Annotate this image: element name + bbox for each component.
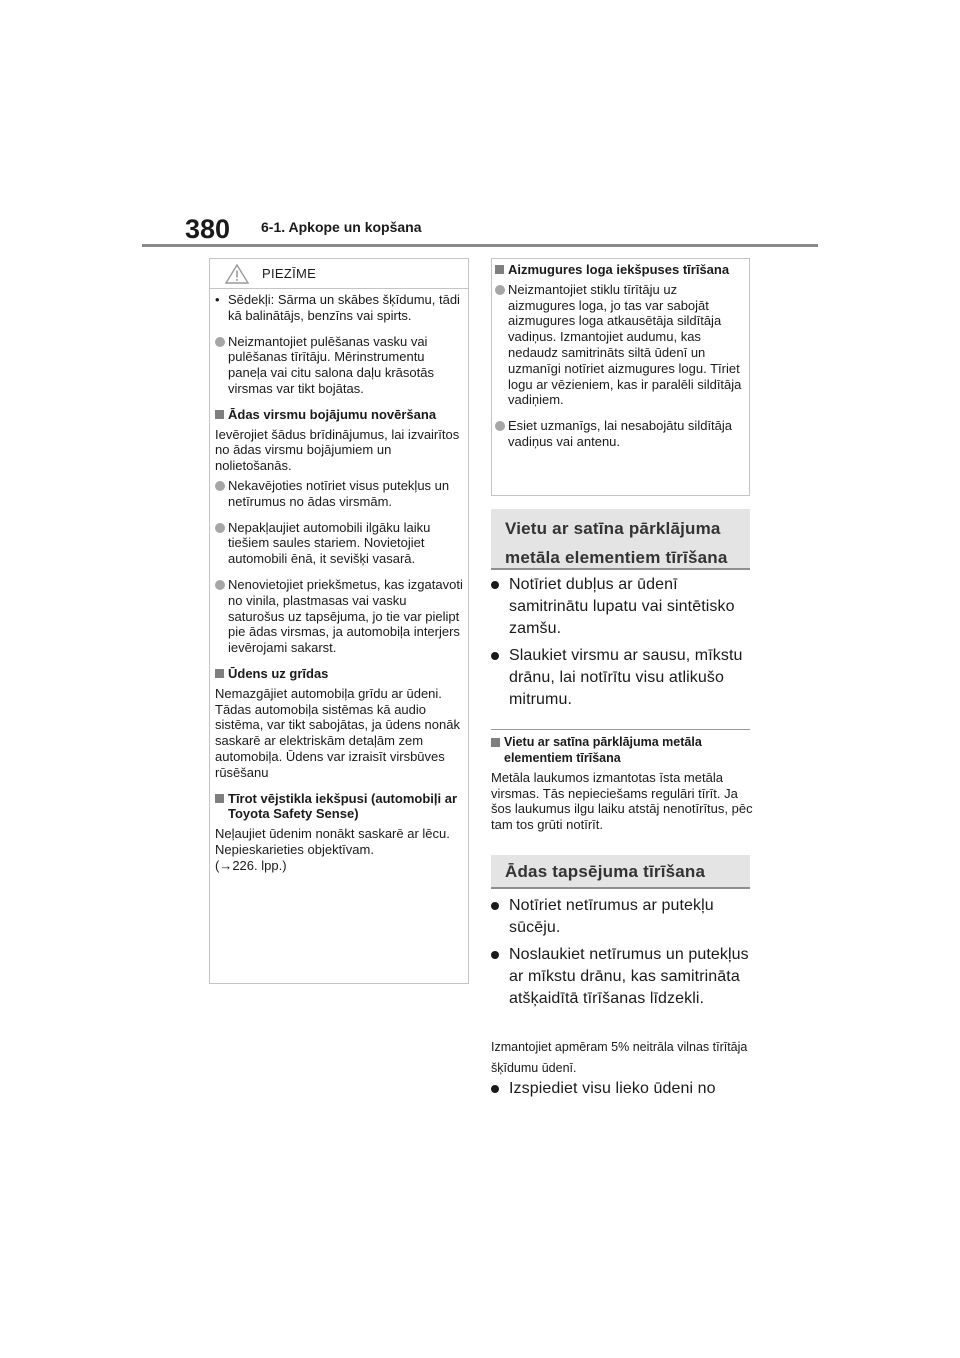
dot-bullet-icon: [491, 1085, 499, 1093]
list-item-text: Neizmantojiet pulēšanas vasku vai pulēšanas tīrītāju. Mērinstrumentu paneļa vai citu salona daļu krāsotās virsmas var tikt bojātas.: [228, 333, 434, 396]
circle-bullet-icon: [215, 481, 225, 491]
leather-cleaning-steps-continued: [491, 1078, 753, 1105]
windshield-text-1: Neļaujiet ūdenim nonākt saskarē ar lēcu. Nepieskarieties objektīvam.: [215, 826, 450, 857]
note-bullet-item: [215, 292, 463, 324]
square-bullet-icon: [215, 669, 224, 678]
circle-bullet-icon: [495, 421, 505, 431]
warning-triangle-icon: [224, 263, 250, 290]
leather-cleaning-note: Izmantojiet apmēram 5% neitrāla vilnas tīrītāja šķīdumu ūdenī.: [491, 1040, 748, 1075]
list-item: [215, 334, 463, 397]
circle-bullet-icon: [215, 580, 225, 590]
list-item: [491, 645, 753, 711]
dot-bullet-icon: [491, 652, 499, 660]
satin-sub-text: Metāla laukumos izmantotas īsta metāla virsmas. Tās nepieciešams regulāri tīrīt. Ja šos laukumus ilgu laiku atstāj nenotīrītus, pēc tam tos grūti notīrīt.: [491, 770, 753, 832]
leather-cleaning-title: Ādas tapsējuma tīrīšana: [505, 862, 706, 881]
circle-bullet-icon: [495, 285, 505, 295]
note-title-row: [210, 259, 468, 289]
list-item: [215, 478, 463, 510]
dot-bullet-icon: [491, 951, 499, 959]
satin-sub-heading: Vietu ar satīna pārklājuma metāla elementiem tīrīšana: [491, 735, 753, 766]
circle-bullet-icon: [215, 523, 225, 533]
water-floor-heading: Ūdens uz grīdas: [215, 666, 463, 682]
list-item: [495, 418, 745, 450]
note-title: PIEZĪME: [262, 266, 317, 281]
note-bullet-text: Sēdekļi: Sārma un skābes šķīdumu, tādi kā balinātājs, benzīns vai spirts.: [228, 292, 460, 323]
leather-protection-text: Ievērojiet šādus brīdinājumus, lai izvairītos no ādas virsmu bojājumiem un nolietošanās.: [215, 426, 460, 474]
leather-cleaning-title-band: [491, 855, 750, 889]
square-bullet-icon: [495, 265, 504, 274]
list-item: [491, 1078, 753, 1100]
satin-section-title: Vietu ar satīna pārklājuma metāla elementiem tīrīšana: [505, 519, 728, 567]
water-floor-text-1: Nemazgājiet automobiļa grīdu ar ūdeni.: [215, 685, 442, 701]
rear-window-heading: Aizmugures loga iekšpuses tīrīšana: [495, 262, 745, 278]
square-bullet-icon: [491, 738, 500, 747]
list-item-text: Nenovietojiet priekšmetus, kas izgatavoti no vinila, plastmasas vai vasku saturošus uz tapsējuma, jo tie var pielipt pie ādas virsmas, ja automobiļa interjers ievērojami sakarst.: [228, 576, 463, 656]
list-item-text: Noslaukiet netīrumus un putekļus ar mīkstu drānu, kas samitrināta atšķaidītā tīrīšanas līdzekli.: [509, 946, 749, 1007]
list-item-text: Nekavējoties notīriet visus putekļus un netīrumus no ādas virsmām.: [228, 477, 450, 509]
leather-protection-heading: Ādas virsmu bojājumu novēršana: [215, 407, 463, 423]
list-item-text: Slaukiet virsmu ar sausu, mīkstu drānu, lai notīrītu visu atlikušo mitrumu.: [509, 647, 743, 708]
list-item-text: Neizmantojiet stiklu tīrītāju uz aizmugures loga, jo tas var sabojāt aizmugures loga atkausētāja sildītāja vadiņus. Izmantojiet audumu, kas nedaudz samitrināts siltā ūdenī un uzmanīgi notīriet aizmugures logu. Tīriet logu ar vēzieniem, kas ir paralēli sildītāja vadiņiem.: [508, 281, 742, 408]
list-item: [491, 944, 753, 1010]
dot-bullet-icon: [491, 902, 499, 910]
list-item: [491, 895, 753, 939]
list-item-text: Nepakļaujiet automobili ilgāku laiku tiešiem saules stariem. Novietojiet automobili ēnā, it sevišķi vasarā.: [228, 519, 431, 567]
section-divider: [491, 729, 750, 730]
note-content: [215, 292, 463, 874]
windshield-heading: Tīrot vējstikla iekšpusi (automobiļi ar Toyota Safety Sense): [215, 791, 463, 823]
dot-bullet-icon: [491, 581, 499, 589]
chapter-title: 6-1. Apkope un kopšana: [261, 219, 422, 235]
list-item-text: Esiet uzmanīgs, lai nesabojātu sildītāja vadiņus vai antenu.: [508, 418, 733, 449]
water-floor-text-2: Tādas automobiļa sistēmas kā audio sistēma, var tikt sabojātas, ja ūdens nonāk saskarē ar elektriskām detaļām zem automobiļa. Ūdens var izraisīt virsbūves rūsēšanu: [215, 701, 460, 780]
list-item: [495, 282, 745, 408]
circle-bullet-icon: [215, 337, 225, 347]
leather-cleaning-steps: [491, 895, 753, 1015]
satin-section-title-band: [491, 509, 750, 570]
list-item-text: Notīriet dubļus ar ūdenī samitrinātu lupatu vai sintētisko zamšu.: [509, 576, 735, 637]
list-item: [215, 577, 463, 656]
page-number: 380: [185, 214, 231, 244]
rear-window-content: [495, 262, 745, 460]
list-item: [215, 520, 463, 567]
windshield-page-ref[interactable]: (→226. lpp.): [215, 857, 287, 873]
square-bullet-icon: [215, 410, 224, 419]
dot-bullet-icon: •: [215, 292, 220, 307]
list-item-text: Izspiediet visu lieko ūdeni no: [509, 1080, 716, 1097]
satin-sub-section: [491, 735, 753, 832]
header-rule: [142, 244, 818, 247]
satin-steps-list: [491, 574, 753, 716]
list-item-text: Notīriet netīrumus ar putekļu sūcēju.: [509, 897, 714, 936]
square-bullet-icon: [215, 794, 224, 803]
list-item: [491, 574, 753, 640]
